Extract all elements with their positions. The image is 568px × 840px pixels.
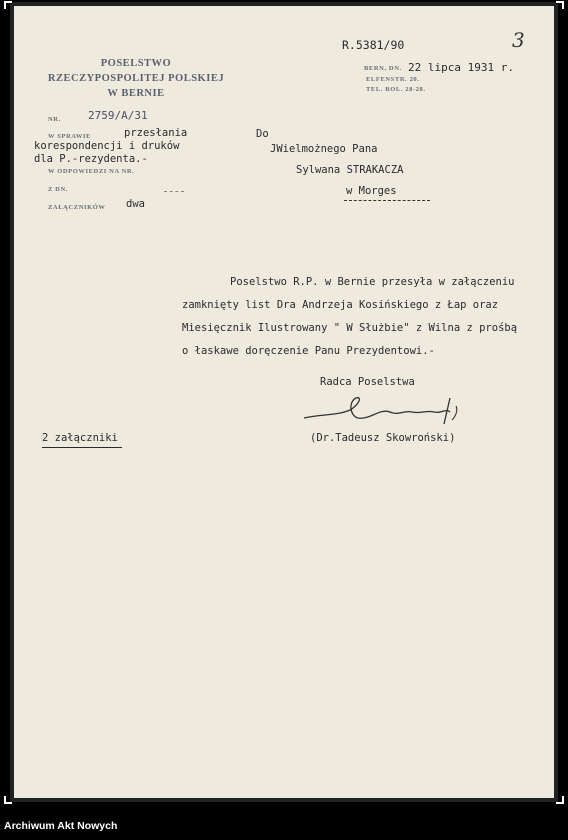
subject-line-1: przesłania	[124, 127, 188, 139]
enclosures-note: 2 załączniki	[42, 432, 118, 444]
addressee-to: Do	[256, 128, 269, 140]
attachments-count: dwa	[126, 198, 145, 210]
page-number: 3	[512, 28, 525, 52]
nr-value: 2759/A/31	[88, 109, 148, 122]
corner-mark	[556, 1, 564, 9]
letterhead-line-1: POSELSTWO	[100, 58, 172, 69]
enclosures-underline	[42, 447, 122, 448]
body-line-3: Miesięcznik Ilustrowany " W Służbie" z Wilna z prośbą	[182, 322, 518, 334]
subject-line-3: dla P.-rezydenta.-	[34, 153, 148, 165]
street-address: ELFENSTR. 20.	[366, 76, 420, 83]
addressee-line-3: w Morges	[346, 185, 397, 197]
reference-number: R.5381/90	[342, 38, 405, 52]
signatory-name: (Dr.Tadeusz Skowroński)	[310, 432, 456, 444]
letter-date: 22 lipca 1931 r.	[408, 61, 514, 74]
body-line-4: o łaskawe doręczenie Panu Prezydentowi.-	[182, 345, 435, 357]
nr-label: NR.	[48, 116, 61, 123]
reply-label: W ODPOWIEDZI NA NR.	[48, 168, 135, 175]
letterhead-line-2: RZECZYPOSPOLITEJ POLSKIEJ	[47, 73, 225, 84]
addressee-line-1: JWielmożnego Pana	[270, 143, 378, 155]
phone-number: TEL. BOL. 28-28.	[366, 86, 426, 93]
attachments-label: ZAŁĄCZNIKÓW	[48, 204, 106, 211]
body-line-1: Poselstwo R.P. w Bernie przesyła w załączeniu	[230, 276, 515, 288]
handwritten-signature	[300, 392, 480, 428]
body-line-2: zamknięty list Dra Andrzeja Kosińskiego z Łap oraz	[182, 299, 499, 311]
from-date-blank	[164, 191, 184, 192]
addressee-underline	[344, 200, 430, 201]
letterhead-line-3: W BERNIE	[107, 88, 165, 99]
signatory-title: Radca Poselstwa	[320, 376, 415, 388]
subject-line-2: korespondencji i druków	[34, 140, 180, 152]
place-label: BERN, DN.	[364, 65, 402, 72]
corner-mark	[4, 1, 12, 9]
corner-mark	[4, 796, 12, 804]
addressee-line-2: Sylwana STRAKACZA	[296, 164, 404, 176]
archive-credit: Archiwum Akt Nowych	[4, 820, 118, 832]
subject-label: W SPRAWIE	[48, 133, 92, 140]
corner-mark	[556, 796, 564, 804]
from-date-label: Z DN.	[48, 186, 68, 193]
